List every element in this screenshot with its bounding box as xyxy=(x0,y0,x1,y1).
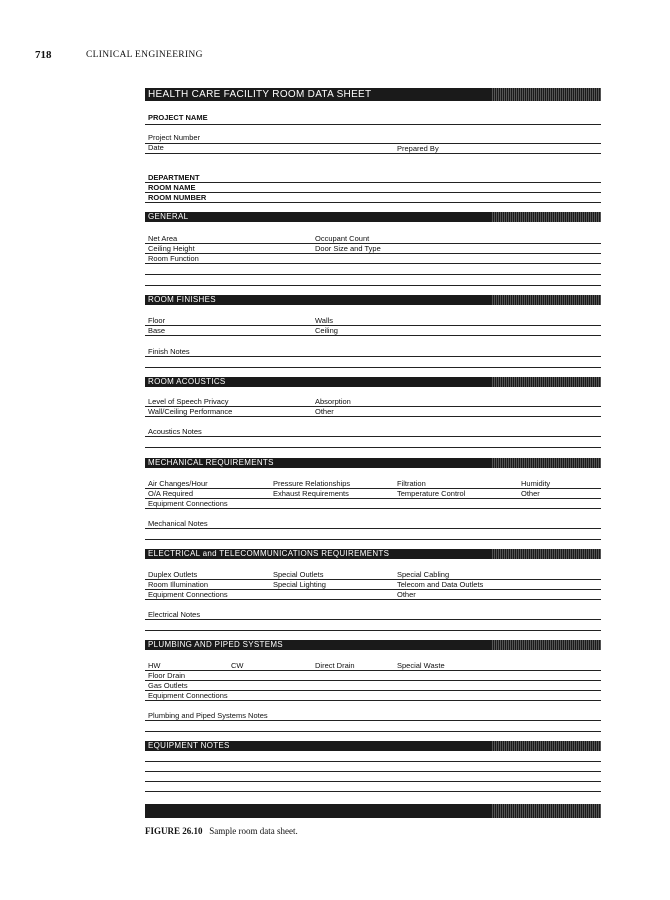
mechanical-other-label: Other xyxy=(521,489,540,498)
figure-label: FIGURE 26.10 xyxy=(145,826,203,836)
special-cabling-label: Special Cabling xyxy=(397,570,450,579)
rule xyxy=(145,325,601,326)
direct-drain-label: Direct Drain xyxy=(315,661,355,670)
air-changes-label: Air Changes/Hour xyxy=(148,479,208,488)
finishes-bar xyxy=(145,295,601,305)
room-function-label: Room Function xyxy=(148,254,199,263)
figure-text: Sample room data sheet. xyxy=(209,826,298,836)
date-label: Date xyxy=(148,143,164,152)
special-waste-label: Special Waste xyxy=(397,661,445,670)
form-title-bar xyxy=(145,88,601,101)
general-bar xyxy=(145,212,601,222)
special-outlets-label: Special Outlets xyxy=(273,570,324,579)
absorption-label: Absorption xyxy=(315,397,351,406)
electrical-notes-label: Electrical Notes xyxy=(148,610,201,619)
illumination-label: Room Illumination xyxy=(148,580,209,589)
room-name-label: ROOM NAME xyxy=(148,183,196,192)
rule xyxy=(145,670,601,671)
elec-equipment-label: Equipment Connections xyxy=(148,590,228,599)
equipment-notes-title: EQUIPMENT NOTES xyxy=(148,741,230,750)
rule xyxy=(145,539,601,540)
rule xyxy=(145,253,601,254)
plumbing-bar xyxy=(145,640,601,650)
general-title: GENERAL xyxy=(148,212,189,221)
rule xyxy=(145,680,601,681)
rule xyxy=(145,356,601,357)
floor-label: Floor xyxy=(148,316,166,325)
rule xyxy=(145,579,601,580)
plumbing-notes-label: Plumbing and Piped Systems Notes xyxy=(148,711,268,720)
rule xyxy=(145,285,601,286)
exhaust-label: Exhaust Requirements xyxy=(273,489,349,498)
electrical-bar xyxy=(145,549,601,559)
plumbing-title: PLUMBING AND PIPED SYSTEMS xyxy=(148,640,283,649)
electrical-other-label: Other xyxy=(397,590,416,599)
rule xyxy=(145,436,601,437)
electrical-title: ELECTRICAL and TELECOMMUNICATIONS REQUIREMENTS xyxy=(148,549,390,558)
running-head: CLINICAL ENGINEERING xyxy=(86,50,203,60)
hw-label: HW xyxy=(148,661,161,670)
rule xyxy=(145,761,601,762)
rule xyxy=(145,599,601,600)
page-number: 718 xyxy=(35,49,52,61)
rule xyxy=(145,274,601,275)
plumb-equipment-label: Equipment Connections xyxy=(148,691,228,700)
special-lighting-label: Special Lighting xyxy=(273,580,326,589)
temperature-label: Temperature Control xyxy=(397,489,466,498)
acoustics-other-label: Other xyxy=(315,407,334,416)
mechanical-notes-label: Mechanical Notes xyxy=(148,519,208,528)
rule xyxy=(145,508,601,509)
door-size-label: Door Size and Type xyxy=(315,244,381,253)
rule xyxy=(145,619,601,620)
speech-privacy-label: Level of Speech Privacy xyxy=(148,397,229,406)
rule xyxy=(145,202,601,203)
oa-required-label: O/A Required xyxy=(148,489,194,498)
ceiling-label: Ceiling xyxy=(315,326,338,335)
rule xyxy=(145,781,601,782)
occupant-count-label: Occupant Count xyxy=(315,234,370,243)
rule xyxy=(145,447,601,448)
rule xyxy=(145,153,601,154)
mechanical-title: MECHANICAL REQUIREMENTS xyxy=(148,458,274,467)
project-name-label: PROJECT NAME xyxy=(148,113,208,122)
equipment-notes-bar xyxy=(145,741,601,751)
filtration-label: Filtration xyxy=(397,479,426,488)
rule xyxy=(145,143,601,144)
rule xyxy=(145,416,601,417)
ceiling-height-label: Ceiling Height xyxy=(148,244,195,253)
duplex-outlets-label: Duplex Outlets xyxy=(148,570,198,579)
mechanical-bar xyxy=(145,458,601,468)
humidity-label: Humidity xyxy=(521,479,551,488)
telecom-label: Telecom and Data Outlets xyxy=(397,580,484,589)
rule xyxy=(145,367,601,368)
room-number-label: ROOM NUMBER xyxy=(148,193,207,202)
gas-outlets-label: Gas Outlets xyxy=(148,681,188,690)
cw-label: CW xyxy=(231,661,244,670)
form-title: HEALTH CARE FACILITY ROOM DATA SHEET xyxy=(148,89,372,100)
wall-ceiling-label: Wall/Ceiling Performance xyxy=(148,407,233,416)
figure-caption xyxy=(145,826,298,836)
room-data-sheet xyxy=(145,88,601,819)
project-number-label: Project Number xyxy=(148,133,201,142)
net-area-label: Net Area xyxy=(148,234,178,243)
acoustics-notes-label: Acoustics Notes xyxy=(148,427,202,436)
rule xyxy=(145,335,601,336)
department-label: DEPARTMENT xyxy=(148,173,200,182)
mech-equipment-label: Equipment Connections xyxy=(148,499,228,508)
base-label: Base xyxy=(148,326,166,335)
rule xyxy=(145,700,601,701)
pressure-label: Pressure Relationships xyxy=(273,479,351,488)
finish-notes-label: Finish Notes xyxy=(148,347,190,356)
rule xyxy=(145,124,601,125)
rule xyxy=(145,182,601,183)
form-footer-bar xyxy=(145,804,601,818)
rule xyxy=(145,192,601,193)
rule xyxy=(145,731,601,732)
rule xyxy=(145,720,601,721)
rule xyxy=(145,630,601,631)
rule xyxy=(145,263,601,264)
acoustics-bar xyxy=(145,377,601,387)
floor-drain-label: Floor Drain xyxy=(148,671,186,680)
rule xyxy=(145,791,601,792)
rule xyxy=(145,528,601,529)
finishes-title: ROOM FINISHES xyxy=(148,295,216,304)
walls-label: Walls xyxy=(315,316,334,325)
acoustics-title: ROOM ACOUSTICS xyxy=(148,377,226,386)
prepared-by-label: Prepared By xyxy=(397,144,439,153)
rule xyxy=(145,771,601,772)
